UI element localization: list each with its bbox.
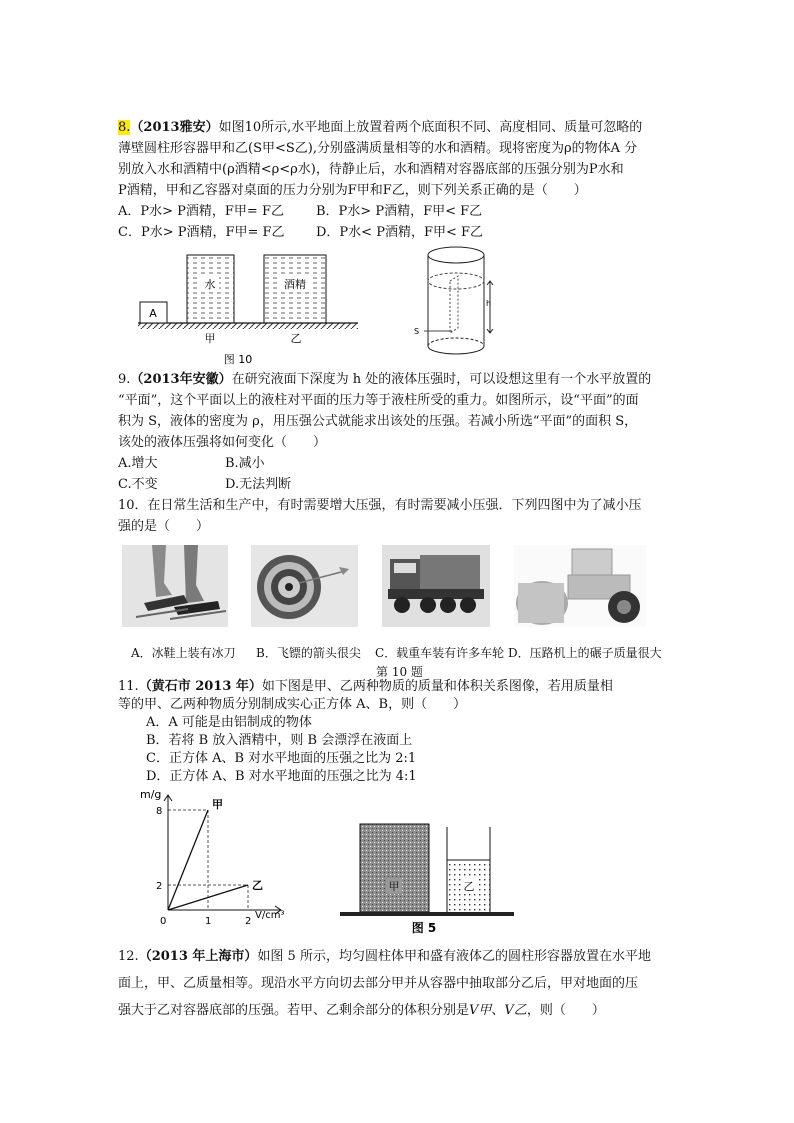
- series-label-2: 乙: [252, 879, 263, 892]
- q12-source: （2013 年上海市）: [138, 949, 258, 964]
- q11-option-d: D．正方体 A、B 对水平地面的压强之比为 4:1: [146, 769, 417, 784]
- photo-ice-skate: [122, 545, 228, 627]
- y-tick-label-8: 8: [156, 806, 163, 817]
- cylinder-bottom-back: [428, 338, 484, 346]
- cylinder-figure: [410, 240, 510, 365]
- y-tick-label-2: 2: [156, 881, 163, 892]
- q9-text-4: 该处的液体压强将如何变化（ ）: [118, 435, 327, 450]
- q8-line-1: [118, 117, 688, 138]
- q12-v-yi: V乙: [504, 1003, 527, 1018]
- q11-text-2: 等的甲、乙两种物质分别制成实心正方体 A、B，则（ ）: [118, 697, 467, 712]
- q12-line-1: [118, 943, 688, 970]
- q9-source: （2013年安徽）: [130, 372, 232, 387]
- x-tick-label-2: 2: [245, 916, 252, 927]
- q8-options-row-1: [118, 201, 688, 222]
- q11-text-1: 如下图是甲、乙两种物质的质量和体积关系图像，若用质量相: [261, 679, 613, 694]
- x-axis-label: V/cm³: [255, 910, 285, 921]
- series-label-1: 甲: [212, 798, 223, 811]
- cylinder-bottom: [428, 346, 484, 354]
- solid-cylinder-jia: [360, 824, 429, 912]
- q9-options-row-1: [118, 453, 688, 474]
- h-label: h: [486, 299, 492, 308]
- x-tick-label-1: 1: [205, 916, 212, 927]
- question-8: [118, 117, 688, 243]
- q11-option-a: A．A 可能是由铝制成的物体: [146, 715, 312, 730]
- q9-text-1: 在研究液面下深度为 h 处的液体压强时，可以设想这里有一个水平放置的: [231, 372, 652, 387]
- q8-option-c: C．P水> P酒精，F甲= F乙: [118, 225, 285, 240]
- q12-text-2: 面上，甲、乙质量相等。现沿水平方向切去部分甲并从容器中抽取部分乙后，甲对地面的压: [118, 976, 639, 991]
- q8-option-a: A．P水> P酒精，F甲= F乙: [118, 204, 284, 219]
- photo-road-roller: [514, 545, 646, 627]
- fig5-jia-label: 甲: [388, 880, 400, 893]
- alcohol-label: 酒精: [284, 278, 306, 291]
- q10-text-2: 强的是（ ）: [118, 519, 210, 534]
- block-a-label: A: [149, 307, 157, 320]
- q9-text-2: “平面”，这个平面以上的液柱对平面的压力等于液柱所受的重力。如图所示，设“平面”的面: [118, 393, 639, 408]
- q9-text-3: 积为 S，液体的密度为 ρ，用压强公式就能求出该处的压强。若减小所选“平面”的面积 S，: [118, 414, 638, 429]
- question-11: [118, 678, 688, 786]
- ground-hatch: [138, 323, 358, 329]
- series-line-1: [168, 810, 208, 910]
- q10-figure-title: 第 10 题: [376, 665, 423, 679]
- q9-line-1: [118, 369, 688, 390]
- origin-label: 0: [160, 916, 167, 927]
- caption-d: D．压路机上的碾子质量很大: [508, 646, 662, 660]
- q12-separator: 、: [491, 1003, 505, 1018]
- question-9: [118, 369, 688, 495]
- figure-10-caption: 图 10: [223, 353, 253, 366]
- q12-tail: ，则（ ）: [526, 1003, 605, 1018]
- q12-text-1: 如图 5 所示，均匀圆柱体甲和盛有液体乙的圆柱形容器放置在水平地: [257, 949, 651, 964]
- q11-line-1: [118, 678, 688, 696]
- photo-truck: [382, 545, 490, 627]
- photo-dartboard: [251, 545, 358, 627]
- q11-source: （黄石市 2013 年）: [138, 679, 262, 694]
- q9-option-c: C.不变: [118, 477, 158, 492]
- q8-text-3: 别放入水和酒精中(ρ酒精<ρ<ρ水)，待静止后，水和酒精对容器底部的压强分别为P水和: [118, 162, 624, 177]
- liquid-column: [450, 276, 458, 333]
- q8-options-row-2: [118, 222, 688, 243]
- question-12: [118, 943, 688, 1024]
- q11-option-b: B．若将 B 放入酒精中，则 B 会漂浮在液面上: [146, 733, 413, 748]
- q9-option-d: D.无法判断: [225, 477, 292, 492]
- water-label: 水: [204, 278, 216, 291]
- q12-text-3: 强大于乙对容器底部的压强。若甲、乙剩余部分的体积分别是: [118, 1003, 470, 1018]
- q8-source: （2013雅安）: [130, 120, 219, 135]
- fig5-yi-label: 乙: [463, 880, 475, 893]
- q11-option-c: C．正方体 A、B 对水平地面的压强之比为 2:1: [146, 751, 417, 766]
- q9-options-row-2: [118, 474, 688, 495]
- q8-text-2: 薄壁圆柱形容器甲和乙(S甲<S乙),分别盛满质量相等的水和酒精。现将密度为ρ的物体A 分: [118, 141, 638, 156]
- chart-guides: [168, 810, 248, 910]
- yi-label: 乙: [290, 332, 302, 345]
- q8-option-b: B．P水> P酒精，F甲< F乙: [316, 204, 483, 219]
- q9-option-a: A.增大: [118, 456, 158, 471]
- q11-number: 11.: [118, 679, 139, 694]
- question-10: [118, 495, 688, 537]
- q8-text-4: P酒精，甲和乙容器对桌面的压力分别为F甲和F乙，则下列关系正确的是（ ）: [118, 183, 587, 198]
- q12-number: 12.: [118, 949, 139, 964]
- figure-5: [338, 822, 520, 934]
- q12-line-3: [118, 997, 688, 1024]
- q8-text-1: 如图10所示,水平地面上放置着两个底面积不同、高度相同、质量可忽略的: [218, 120, 643, 135]
- q12-v-jia: V甲: [469, 1003, 492, 1018]
- q8-option-d: D．P水< P酒精，F甲< F乙: [316, 225, 484, 240]
- y-axis-label: m/g: [140, 788, 162, 801]
- jia-label: 甲: [204, 332, 216, 345]
- q9-option-b: B.减小: [225, 456, 265, 471]
- figure-10: [136, 250, 366, 370]
- caption-c: C．载重车装有许多车轮: [375, 646, 505, 660]
- q9-number: 9.: [118, 372, 131, 387]
- series-lines: [168, 798, 263, 910]
- liquid-surface: [428, 273, 484, 289]
- figure-5-caption: 图 5: [411, 921, 437, 934]
- caption-b: B．飞镖的箭头很尖: [256, 646, 361, 660]
- q8-number: 8.: [118, 120, 131, 135]
- ground-bar: [340, 912, 514, 916]
- s-label: S: [414, 327, 420, 336]
- cylinder-top: [428, 247, 484, 263]
- caption-a: A．冰鞋上装有冰刀: [131, 646, 236, 660]
- mass-volume-chart: [130, 782, 300, 932]
- q10-text-1: 10．在日常生活和生产中，有时需要增大压强，有时需要减小压强．下列四图中为了减小压: [118, 498, 642, 513]
